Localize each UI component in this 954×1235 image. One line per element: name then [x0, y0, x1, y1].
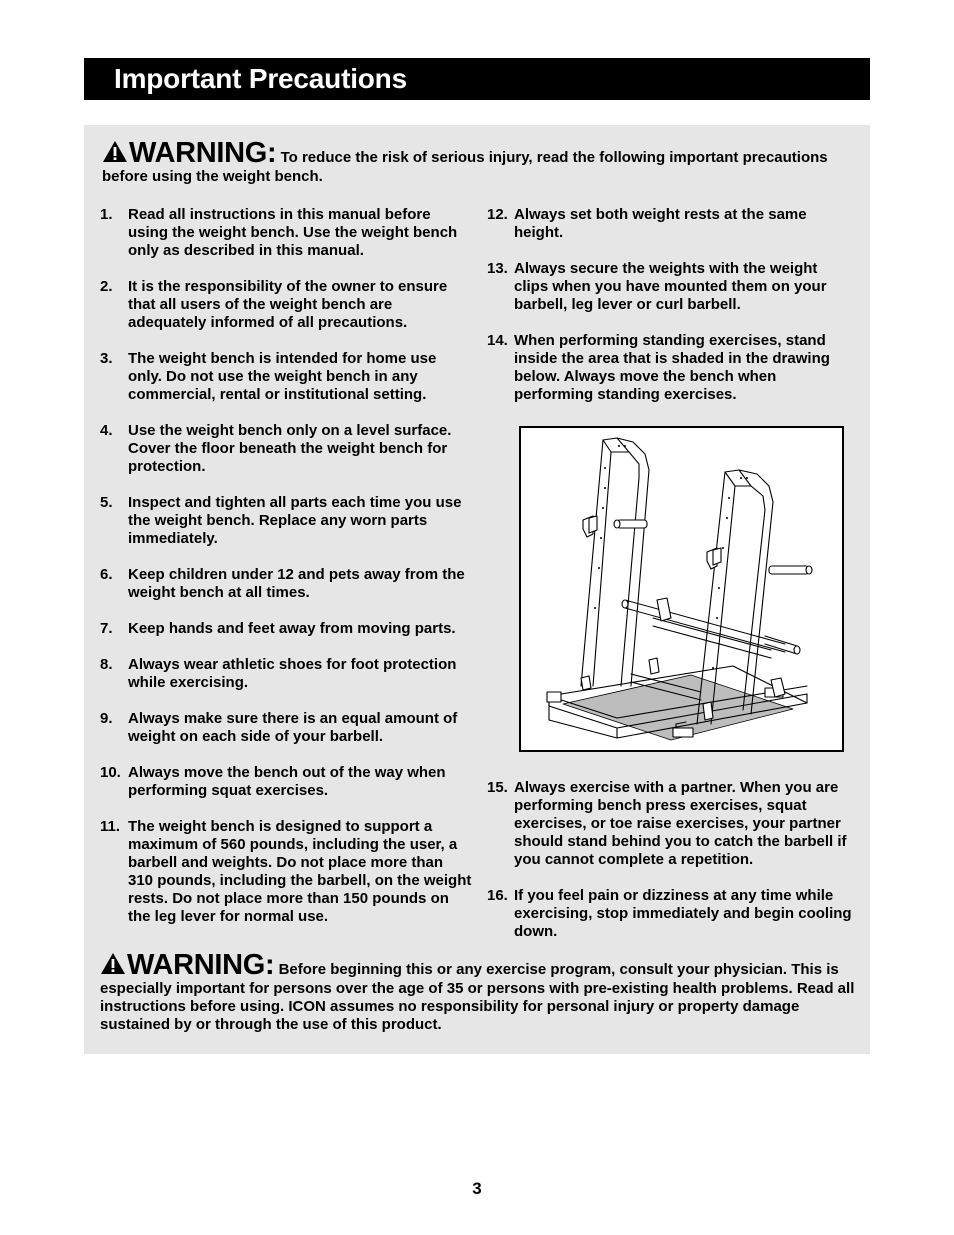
- warning-heading: WARNING:: [127, 949, 275, 981]
- precaution-text: Always wear athletic shoes for foot protection while exercising.: [128, 656, 457, 691]
- precaution-text: It is the responsibility of the owner to ensure that all users of the weight bench are adequately informed of all precautions.: [128, 278, 448, 331]
- warning-triangle-icon: [100, 952, 126, 975]
- precaution-text: The weight bench is intended for home use only. Do not use the weight bench in any commercial, rental or institutional setting.: [128, 350, 437, 403]
- precautions-left-column: [100, 206, 472, 944]
- squat-rack-illustration: [519, 426, 844, 752]
- precaution-text: Always make sure there is an equal amount of weight on each side of your barbell.: [128, 710, 458, 745]
- precaution-number: 4.: [100, 422, 113, 439]
- precaution-number: 15.: [487, 779, 508, 796]
- precaution-text: Always move the bench out of the way when performing squat exercises.: [128, 764, 446, 799]
- precaution-text: When performing standing exercises, stand inside the area that is shaded in the drawing below. Always move the bench when performing standing exercises.: [514, 332, 830, 403]
- precaution-text: The weight bench is designed to support a maximum of 560 pounds, including the user, a barbell and weights. Do not place more than 310 pounds, including the barbell, on the weight rests. Do not place more than 150 pounds on the leg lever for normal use.: [128, 818, 472, 925]
- page-title: Important Precautions: [114, 63, 407, 94]
- precaution-number: 6.: [100, 566, 113, 583]
- precaution-item: [100, 818, 472, 926]
- precaution-item: [487, 332, 853, 404]
- precaution-number: 11.: [100, 818, 121, 835]
- warning-bottom: [100, 950, 860, 1034]
- precaution-item: [100, 494, 472, 548]
- warning-heading: WARNING:: [129, 137, 277, 169]
- precaution-item: [100, 206, 472, 260]
- precaution-text: Read all instructions in this manual before using the weight bench. Use the weight bench only as described in this manual.: [128, 206, 458, 259]
- precaution-number: 14.: [487, 332, 508, 349]
- precaution-text: Keep children under 12 and pets away from the weight bench at all times.: [128, 566, 465, 601]
- precaution-text: Always set both weight rests at the same height.: [514, 206, 807, 241]
- precaution-item: [100, 710, 472, 746]
- precaution-item: [100, 620, 472, 638]
- precaution-number: 3.: [100, 350, 113, 367]
- precaution-text: Always secure the weights with the weight clips when you have mounted them on your barbell, leg lever or curl barbell.: [514, 260, 827, 313]
- precaution-number: 10.: [100, 764, 121, 781]
- precaution-number: 1.: [100, 206, 113, 223]
- warning-text: To reduce the risk of serious injury, read the following important precautions before using the weight bench.: [102, 149, 828, 185]
- precaution-text: Keep hands and feet away from moving parts.: [128, 620, 456, 637]
- precaution-item: [100, 278, 472, 332]
- warning-triangle-icon: [102, 140, 128, 163]
- precaution-item: [487, 206, 853, 242]
- precaution-item: [487, 779, 853, 869]
- precaution-item: [100, 566, 472, 602]
- warning-text: Before beginning this or any exercise program, consult your physician. This is especially important for persons over the age of 35 or persons with pre-existing health problems. Read all instructions before using. ICON assumes no responsibility for personal injury or property damage sustained by or through the use of this product.: [100, 961, 855, 1033]
- precaution-item: [100, 764, 472, 800]
- precaution-number: 2.: [100, 278, 113, 295]
- title-bar: [84, 58, 870, 100]
- precaution-number: 8.: [100, 656, 113, 673]
- precaution-number: 5.: [100, 494, 113, 511]
- precaution-text: Inspect and tighten all parts each time you use the weight bench. Replace any worn parts immediately.: [128, 494, 462, 547]
- precaution-number: 13.: [487, 260, 508, 277]
- precaution-number: 12.: [487, 206, 508, 223]
- precaution-number: 16.: [487, 887, 508, 904]
- precaution-text: If you feel pain or dizziness at any time while exercising, stop immediately and begin cooling down.: [514, 887, 852, 940]
- precaution-number: 9.: [100, 710, 113, 727]
- precaution-item: [100, 422, 472, 476]
- precaution-item: [100, 350, 472, 404]
- precaution-text: Always exercise with a partner. When you are performing bench press exercises, squat exercises, or toe raise exercises, your partner should stand behind you to catch the barbell if you cannot complete a repetition.: [514, 779, 847, 868]
- precaution-item: [487, 887, 853, 941]
- warning-top: [102, 138, 862, 186]
- precaution-number: 7.: [100, 620, 113, 637]
- precautions-right-column-bottom: [487, 779, 853, 959]
- precaution-text: Use the weight bench only on a level surface. Cover the floor beneath the weight bench for protection.: [128, 422, 452, 475]
- precaution-item: [487, 260, 853, 314]
- precaution-item: [100, 656, 472, 692]
- page-number: 3: [472, 1179, 482, 1198]
- precautions-right-column-top: [487, 206, 853, 422]
